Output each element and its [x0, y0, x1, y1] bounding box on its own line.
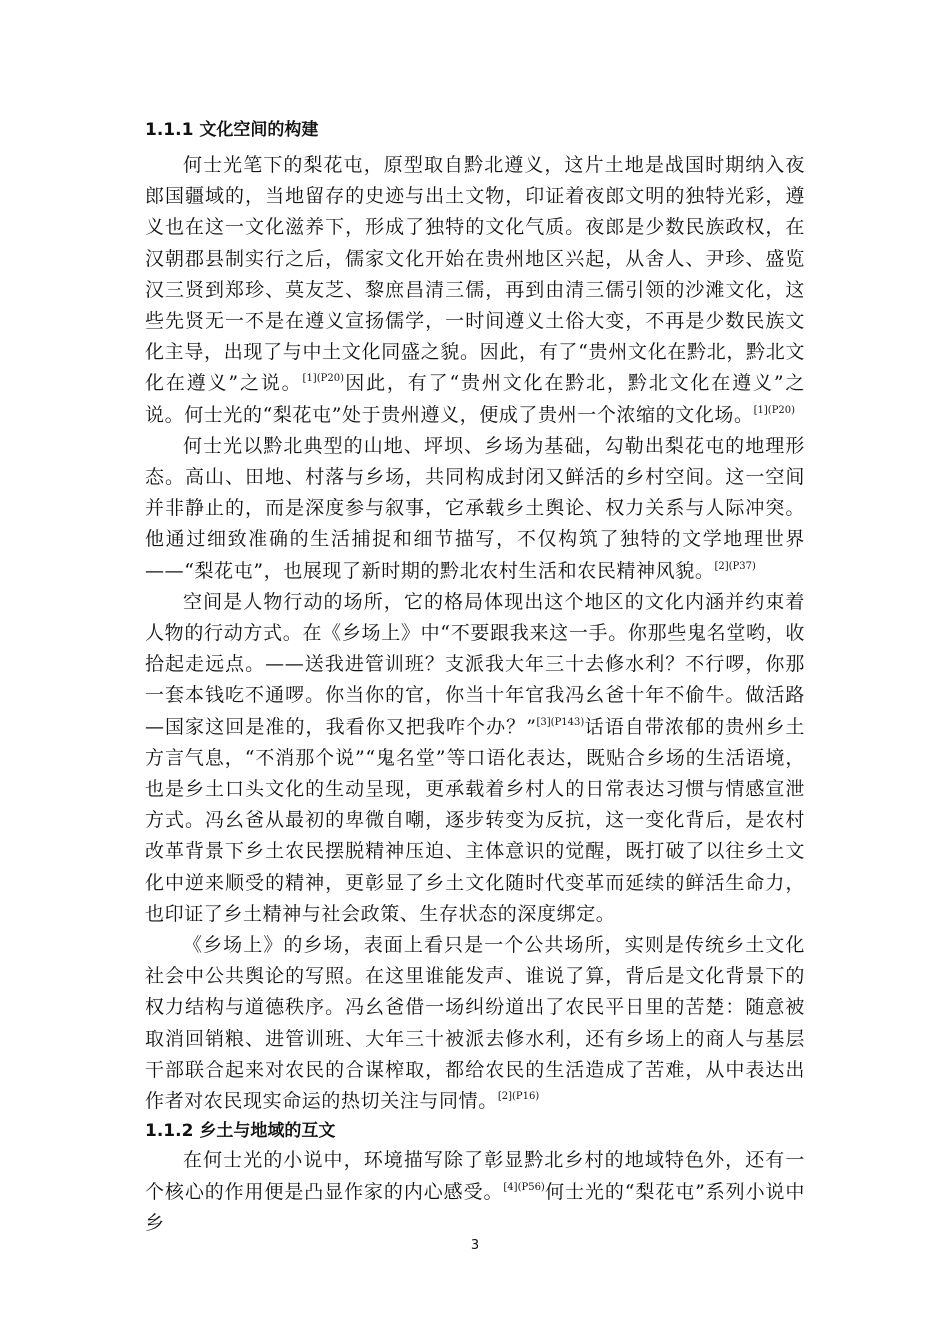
paragraph-1 — [145, 150, 805, 431]
citation-5: [2](P16) — [497, 1091, 540, 1103]
paragraph-2 — [145, 431, 805, 587]
page-content — [145, 108, 805, 1239]
section-heading-1-1-1: 1.1.1 文化空间的构建 — [145, 120, 319, 140]
paragraph-3-text-b: 话语自带浓郁的贵州乡土方言气息，“不消那个说”“鬼名堂”等口语化表达，既贴合乡场的生活语境，也是乡土口头文化的生动呈现，更承载着乡村人的日常表达习惯与情感宣泄方式。冯幺爸从最初的卑微自嘲，逐步转变为反抗，这一变化背后，是农村改革背景下乡土农民摆脱精神压迫、主体意识的觉醒，既打破了以往乡土文化中逆来顺受的精神，更彰显了乡土文化随时代变革而延续的鲜活生命力，也印证了乡土精神与社会政策、生存状态的深度绑定。 — [145, 715, 806, 925]
paragraph-5-text-b: 何士光的“梨花屯”系列小说中乡 — [145, 1180, 806, 1234]
citation-3: [2](P37) — [714, 560, 756, 572]
citation-4: [3](P143) — [536, 716, 585, 728]
paragraph-5-text-a: 在何士光的小说中，环境描写除了彰显黔北乡村的地域特色外，还有一个核心的作用便是凸显作家的内心感受。 — [145, 1149, 805, 1203]
paragraph-4 — [145, 930, 805, 1117]
citation-2: [1](P20) — [753, 404, 796, 416]
paragraph-4-text: 《乡场上》的乡场，表面上看只是一个公共场所，实则是传统乡土文化社会中公共舆论的写照。在这里谁能发声、谁说了算，背后是文化背景下的权力结构与道德秩序。冯幺爸借一场纠纷道出了农民平日里的苦楚：随意被取消回销粮、进管训班、大年三十被派去修水利，还有乡场上的商人与基层干部联合起来对农民的合谋榨取，都给农民的生活造成了苦难，从中表达出作者对农民现实命运的热切关注与同情。 — [145, 934, 805, 1113]
paragraph-1-text-a: 何士光笔下的梨花屯，原型取自黔北遵义，这片土地是战国时期纳入夜郎国疆域的，当地留存的史迹与出土文物，印证着夜郎文明的独特光彩，遵义也在这一文化滋养下，形成了独特的文化气质。夜郎是少数民族政权，在汉朝郡县制实行之后，儒家文化开始在贵州地区兴起，从舍人、尹珍、盛览汉三贤到郑珍、莫友芝、黎庶昌清三儒，再到由清三儒引领的沙滩文化，这些先贤无一不是在遵义宣扬儒学，一时间遵义土俗大变，不再是少数民族文化主导，出现了与中土文化同盛之貌。因此，有了“贵州文化在黔北，黔北文化在遵义”之说。 — [145, 154, 805, 395]
paragraph-5 — [145, 1145, 805, 1239]
paragraph-3 — [145, 587, 805, 930]
citation-6: [4](P56) — [503, 1181, 545, 1193]
paragraph-1-text-b: 因此，有了“贵州文化在黔北，黔北文化在遵义”之说。何士光的“梨花屯”处于贵州遵义，便成了贵州一个浓缩的文化场。 — [145, 372, 806, 426]
paragraph-3-text-a: 空间是人物行动的场所，它的格局体现出这个地区的文化内涵并约束着人物的行动方式。在《乡场上》中“不要跟我来这一手。你那些鬼名堂哟，收拾起走远点。——送我进管训班？支派我大年三十去修水利？不行啰，你那一套本钱吃不通啰。你当你的官，你当十年官我冯幺爸十年不偷牛。做活路—国家这回是准的，我看你又把我咋个办？” — [145, 590, 805, 738]
section-heading-1-1-2: 1.1.2 乡土与地域的互文 — [145, 1121, 336, 1142]
citation-1: [1](P20) — [302, 373, 344, 385]
paragraph-2-text: 何士光以黔北典型的山地、坪坝、乡场为基础，勾勒出梨花屯的地理形态。高山、田地、村落与乡场，共同构成封闭又鲜活的乡村空间。这一空间并非静止的，而是深度参与叙事，它承载乡土舆论、权力关系与人际冲突。他通过细致准确的生活捕捉和细节描写，不仅构筑了独特的文学地理世界——“梨花屯”，也展现了新时期的黔北农村生活和农民精神风貌。 — [145, 434, 805, 582]
page-number: 3 — [470, 1238, 480, 1253]
